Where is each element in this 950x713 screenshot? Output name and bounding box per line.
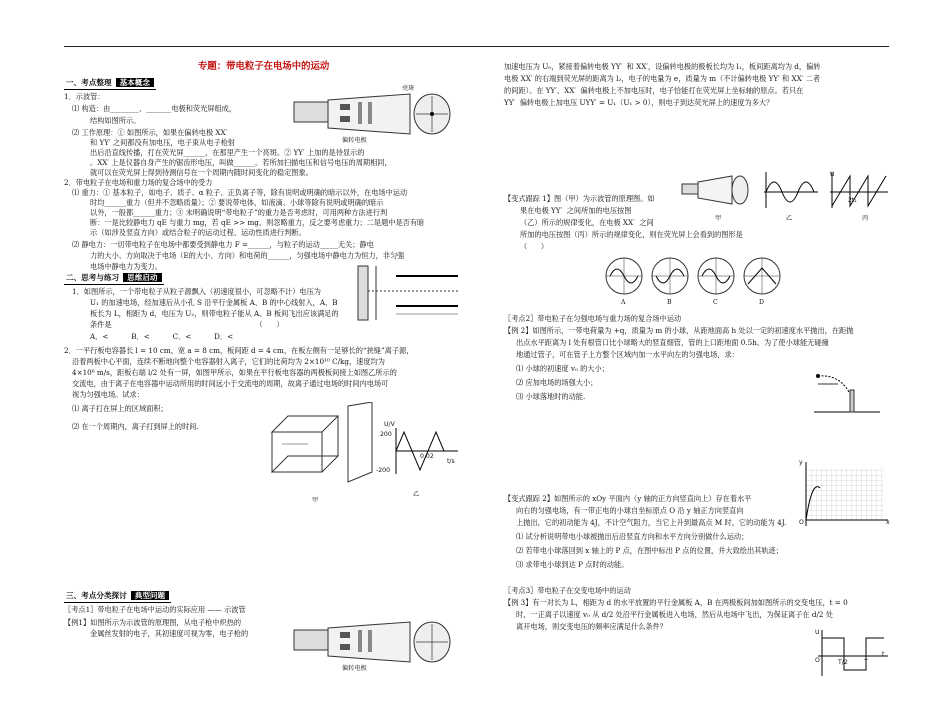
option-label: D (759, 299, 764, 306)
text-line: 【例 2】如图所示，一带电荷量为 +q，质量为 m 的小球，从距地面高 h 处以一定的初速度水平抛出，在距抛 (504, 326, 854, 335)
text-line: 电极 XX′ 的右端到荧光屏的距离为 l₂，电子的电量为 e，质量为 m（不计偏转电极 YY′ 和 XX′ 二者 (504, 74, 821, 83)
section-tag: 典型问题 (131, 591, 169, 600)
plot-label: U (830, 171, 835, 178)
accelerating-field-figure (354, 262, 464, 324)
section-num: 一、考点整理 (66, 78, 112, 87)
text-line: 就可以在荧光屏上得到待测信号在一个周期内随时间变化的稳定图象。 (90, 168, 313, 177)
text-line: 果在电极 YY′ 之间所加的电压按图 (520, 206, 632, 215)
figure-caption: 甲 (715, 215, 722, 222)
text-line: 地通过管子，可在管子上方整个区域内加一水平向左的匀强电场，求： (516, 350, 739, 359)
text-line: U₁ 的加速电场，经加速后从小孔 S 沿平行金属板 A、B 的中心线射入，A、B (90, 298, 338, 307)
text-line: 出点水平距离为 l 处有根管口比小球略大的竖直细管，管的上口距地面 0.5h。为了使小球能无碰撞 (516, 338, 829, 347)
plot-tick: T (864, 659, 868, 666)
plot-origin: O (815, 657, 820, 664)
plot-ylabel: U (815, 629, 820, 636)
text-line: ⑶ 小球落地时的动能. (516, 392, 586, 401)
text-line: 离开电场，则交变电压的频率应满足什么条件？ (516, 622, 667, 631)
text-line: 条件是 （ ） (90, 320, 284, 329)
text-line: 2．带电粒子在电场和重力场的复合场中的受力 (64, 178, 213, 187)
text-line: 〖考点2〗带电粒子在匀强电场与重力场的复合场中运动 (504, 314, 682, 323)
plot-tick: 2t₁ (848, 197, 857, 204)
answer-options-figure (604, 256, 784, 298)
axis-label: y (799, 459, 803, 466)
text-line: 【变式跟踪 1】图（甲）为示波管的原理图。如 (504, 194, 655, 203)
text-line: 断：一是比较静电力 qE 与重力 mg，若 qE >> mg，则忽略重力，反之要考虑重力；二是题中是否有暗 (90, 218, 425, 227)
plot-tick: T/2 (838, 659, 848, 666)
text-line: 所加的电压按图（丙）所示的规律变化，则在荧光屏上会看到的图形是 (520, 230, 743, 239)
plot-tick: 0.02 (420, 453, 434, 460)
text-line: 加速电压为 U₀，紧接着偏转电极 YY′ 和 XX′，设偏转电极的极板长均为 l₁，板间距离均为 d，偏转 (504, 62, 821, 71)
text-line: 上抛出，它的初动能为 4J，不计空气阻力，当它上升到最高点 M 时，它的动能为 4J. (516, 518, 787, 527)
plot-tick: 200 (380, 431, 392, 438)
plot-ylabel: U/V (384, 421, 395, 428)
text-line: 金属丝发射的电子，其初速度可视为零，电子枪的 (90, 629, 249, 638)
section-tag: 思维启动 (123, 273, 161, 282)
text-line: 时均______重力（但并不忽略质量）；② 要说带电体，如液滴、小球等除有说明或明确的暗示 (90, 198, 384, 207)
text-line: ⑴ 离子打在屏上的区域面积； (72, 404, 168, 413)
oscilloscope-tube-figure-2 (292, 616, 464, 668)
text-line: 以外，一般都______重力；③ 未明确说明“带电粒子”的重力是否考虑时，可用两种方法进行判 (90, 208, 388, 217)
axis-label: O (799, 519, 804, 526)
plot-xlabel: t/s (447, 458, 455, 465)
text-line: ⑴ 构造：由________、_______电极和荧光屏组成， (72, 104, 237, 113)
text-line: 的间距）。在 YY′、XX′ 偏转电极上不加电压时，电子恰能打在荧光屏上坐标轴的原点。若只在 (504, 86, 804, 95)
options-line: A．< B．< C．< D．< (90, 332, 234, 341)
text-line: ⑴ 小球的初速度 v₀ 的大小； (516, 364, 609, 373)
text-line: ⑵ 在一个周期内，离子打到屏上的时间. (72, 422, 199, 431)
text-line: 。XX′ 上是仪器自身产生的锯齿形电压，叫做______。若所加扫描电压和信号电压的周期相同， (90, 158, 392, 167)
text-line: （ ） (520, 242, 549, 251)
text-line: 沿着两板中心平面，连续不断地向整个电容器射入离子，它们的比荷均为 2×10¹⁰ C/kg，速度均为 (72, 357, 385, 366)
figure-caption: 丙 (862, 215, 869, 222)
plot-xlabel: t (882, 651, 885, 658)
text-line: ⑴ 重力：① 基本粒子，如电子、质子、α 粒子、正负离子等，除有说明或明确的暗示以外，在电场中运动 (72, 188, 408, 197)
text-line: 时，一正离子以速度 v₀ 从 d/2 处沿平行金属板进入电场，然后从电场中飞出，为保证离子在 d/2 处 (516, 610, 833, 619)
text-line: 2．一平行板电容器长 l = 10 cm，宽 a = 8 cm，板间距 d = 4 cm，在板左侧有一足够长的“狭缝”离子源， (64, 346, 414, 355)
text-line: YY′ 偏转电极上加电压 UYY′ = U₁（U₁ > 0），则电子到达荧光屏上的速度为多大？ (504, 98, 774, 107)
voltage-plot-yi (382, 426, 462, 476)
figure-caption: 偏转电极 (342, 665, 367, 672)
text-line: ⑵ 静电力：一切带电粒子在电场中都要受到静电力 F =______，与粒子的运动_____无关；静电 (72, 240, 374, 249)
figure-caption: 亮斑 (402, 85, 415, 92)
text-line: 板长为 L，相距为 d，电压为 U₂，则带电粒子能从 A、B 板间飞出应该满足的 (90, 309, 339, 318)
section-num: 二、思考与练习 (66, 273, 120, 282)
section-tag: 基本概念 (116, 78, 154, 87)
text-line: （乙）所示的规律变化，在电极 XX′ 之间 (520, 218, 654, 227)
figure-caption: 乙 (413, 491, 420, 498)
text-line: 视为匀强电场。试求： (72, 390, 144, 399)
page-title: 专题：带电粒子在电场中的运动 (198, 61, 330, 72)
text-line: 和 YY′ 之间都没有加电压，电子束从电子枪射 (90, 138, 236, 147)
text-line: 〖考点1〗带电粒子在电场中运动的实际应用 —— 示波管 (64, 605, 246, 614)
text-line: 1．如图所示，一个带电粒子从粒子源飘入（初速度很小，可忽略不计）电压为 (72, 287, 321, 296)
text-line: ⑴ 试分析说明带电小球被抛出后沿竖直方向和水平方向分别做什么运动； (516, 532, 749, 541)
capacitor-figure (268, 402, 378, 492)
section-num: 三、考点分类探讨 (66, 591, 127, 600)
text-line: ⑵ 工作原理：① 如图所示，如果在偏转电极 XX′ (72, 128, 228, 137)
text-line: 电场中静电力为变力。 (90, 262, 162, 271)
text-line: 结构如图所示。 (90, 116, 141, 125)
text-line: ⑵ 若带电小球落回到 x 轴上的 P 点，在图中标出 P 点的位置，并大致绘出其轨迹； (516, 546, 783, 555)
text-line: 向右的匀强电场，有一带正电的小球自坐标原点 O 沿 y 轴正方向竖直向 (516, 506, 744, 515)
text-line: 〖考点3〗带电粒子在交变电场中的运动 (504, 586, 631, 595)
option-label: C (713, 299, 718, 306)
option-label: B (667, 299, 672, 306)
text-line: ⑶ 求带电小球到达 P 点时的动能。 (516, 560, 629, 569)
figure-caption: 乙 (786, 215, 793, 222)
text-line: 4×10⁶ m/s，距板右端 l/2 处有一屏，如图甲所示，如果在平行板电容器的两极板间接上如图乙所示的 (72, 368, 397, 377)
projectile-field-figure (812, 364, 882, 414)
text-line: 1．示波管： (64, 92, 105, 101)
text-line: 【例 3】有一对长为 L，相距为 d 的水平放置的平行金属板 A，B 在两极板间加如图所示的交变电压，t = 0 (504, 598, 848, 607)
text-line: 出后沿直线传播，打在荧光屏______，在那里产生一个亮斑。② YY′ 上加的是待显示的 (90, 148, 365, 157)
oscilloscope-small-figure (680, 172, 750, 208)
text-line: 示（如涉及竖直方向）或结合粒子的运动过程、运动性质进行判断。 (90, 228, 306, 237)
header-rule (64, 46, 889, 47)
axis-label: x (886, 519, 890, 526)
section-heading-3 (64, 591, 171, 603)
plot-tick: -200 (376, 467, 391, 474)
voltage-plot-sine (760, 170, 820, 210)
text-line: 【例1】如图所示为示波管的原理图，从电子枪中炽热的 (64, 618, 242, 627)
section-heading-2 (64, 273, 164, 285)
text-line: 交流电，由于离子在电容器中运动所用的时间远小于交流电的周期，故离子通过电场的时间内电场可 (72, 379, 389, 388)
figure-caption: 偏转电极 (342, 137, 367, 144)
square-wave-plot (814, 628, 890, 678)
xoy-field-grid-figure (796, 460, 890, 528)
option-label: A (621, 299, 626, 306)
section-heading-1 (64, 78, 156, 90)
text-line: 力的大小、方向取决于电场（E的大小、方向）和电荷的______，匀强电场中静电力为恒力，非匀强 (90, 251, 405, 260)
text-line: 【变式跟踪 2】如图所示的 xOy 平面内（y 轴的正方向竖直向上）存在着水平 (504, 494, 752, 503)
figure-caption: 甲 (312, 497, 319, 504)
text-line: ⑵ 应加电场的场强大小； (516, 378, 598, 387)
oscilloscope-tube-figure (292, 88, 464, 140)
voltage-plot-sawtooth (826, 170, 890, 210)
